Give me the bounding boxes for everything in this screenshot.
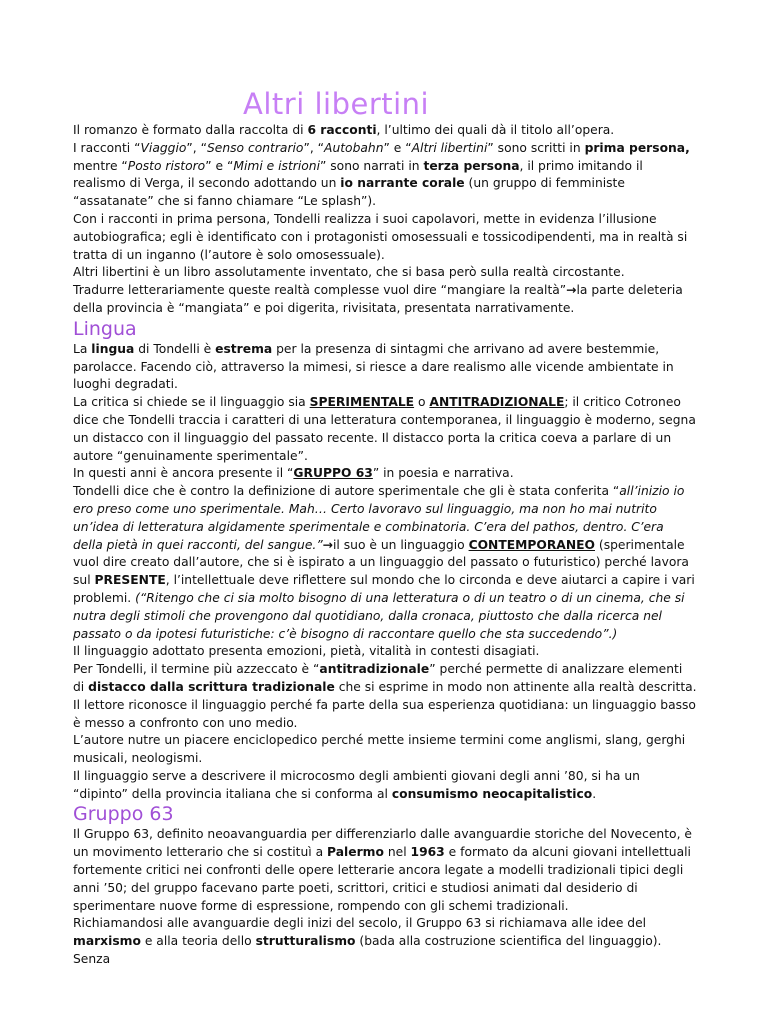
paragraph-mangiare-realta: Tradurre letterariamente queste realtà complesse vuol dire “mangiare la realtà”→la parte deleteria della provincia è “mangiata” e poi digerita, rivisitata, presentata narrativamente. <box>73 283 683 315</box>
paragraph-sperimentale: La critica si chiede se il linguaggio sia SPERIMENTALE o ANTITRADIZIONALE; il critico Cotroneo dice che Tondelli traccia i caratteri di una letteratura contemporanea, il linguaggio è moderno, segna un distacco con il linguaggio del passato recente. Il distacco porta la critica coeva a parlare di un autore “genuinamente sperimentale”. <box>73 395 696 463</box>
heading-lingua: Lingua <box>73 317 137 340</box>
heading-gruppo-63: Gruppo 63 <box>73 803 174 826</box>
paragraph-contemporaneo: Tondelli dice che è contro la definizione di autore sperimentale che gli è stata conferita “all’inizio io ero preso come uno sperimentale. Mah… Certo lavoravo sul linguaggio, ma non ho mai nutrito un’idea di letteratura algidamente sperimentale e combinatoria. C’era del pathos, dentro. C’era della pietà in quei racconti, del sangue.”→il suo è un linguaggio CONTEMPORANEO (sperimentale vuol dire creato dall’autore, che si è ispirato a un linguaggio del passato o futuristico) perché lavora sul PRESENTE, l’intellettuale deve riflettere sul mondo che lo circonda e deve aiutarci a capire i vari problemi. (“Ritengo che ci sia molto bisogno di una letteratura o di un teatro o di un cinema, che si nutra degli stimoli che provengono dal quotidiano, dalla cronaca, piuttosto che dalla ricerca nel passato o da ipotesi futuristiche: c’è bisogno di raccontare quello che sta succedendo”.) <box>73 484 695 641</box>
paragraph-gruppo-63-presente: In questi anni è ancora presente il “GRUPPO 63” in poesia e narrativa. <box>73 466 514 481</box>
paragraph-emozioni: Il linguaggio adottato presenta emozioni, pietà, vitalità in contesti disagiati. <box>73 644 540 659</box>
paragraph-intro: Il romanzo è formato dalla raccolta di 6 racconti, l’ultimo dei quali dà il titolo all’opera. <box>73 123 615 137</box>
paragraph-marxismo: Richiamandosi alle avanguardie degli inizi del secolo, il Gruppo 63 si richiamava alle idee del marxismo e alla teoria dello strutturalismo (bada alla costruzione scientifica del linguaggio). Senza <box>73 916 662 967</box>
paragraph-lingua-estrema: La lingua di Tondelli è estrema per la presenza di sintagmi che arrivano ad avere bestemmie, parolacce. Facendo ciò, attraverso la mimesi, si riesce a dare realismo alle vicende ambientate in luoghi degradati. <box>73 341 674 392</box>
paragraph-enciclopedico: L’autore nutre un piacere enciclopedico perché mette insieme termini come anglismi, slang, gerghi musicali, neologismi. <box>73 733 686 766</box>
paragraph-antitradizionale: Per Tondelli, il termine più azzeccato è “antitradizionale” perché permette di analizzare elementi di distacco dalla scrittura tradizionale che si esprime in modo non attinente alla realtà descritta. <box>73 662 697 694</box>
document-title: Altri libertini <box>243 87 430 121</box>
arrow-right-icon: → <box>566 283 577 298</box>
paragraph-lettore: Il lettore riconosce il linguaggio perché fa parte della sua esperienza quotidiana: un linguaggio basso è messo a confronto con uno medio. <box>73 697 696 730</box>
arrow-right-icon: → <box>322 537 333 552</box>
paragraph-neoavanguardia: Il Gruppo 63, definito neoavanguardia per differenziarlo dalle avanguardie storiche del Novecento, è un movimento letterario che si costituì a Palermo nel 1963 e formato da alcuni giovani intellettuali fortemente critici nei confronti delle opere letterarie ancora legate a modelli tradizionali tipici degli anni ’50; del gruppo facevano parte poeti, scrittori, critici e studiosi animati dal desiderio di sperimentare nuove forme di espressione, rompendo con gli schemi tradizionali. <box>73 827 692 913</box>
paragraph-racconti: I racconti “Viaggio”, “Senso contrario”, “Autobahn” e “Altri libertini” sono scritti in prima persona, mentre “Posto ristoro” e “Mimi e istrioni” sono narrati in terza persona, il primo imitando il realismo di Verga, il secondo adottando un io narrante corale (un gruppo di femministe “assatanate” che si fanno chiamare “Le splash”). <box>73 140 690 209</box>
paragraph-microcosmo: Il linguaggio serve a descrivere il microcosmo degli ambienti giovani degli anni ’80, si ha un “dipinto” della provincia italiana che si conforma al consumismo neocapitalistico. <box>73 768 640 801</box>
paragraph-prima-persona: Con i racconti in prima persona, Tondelli realizza i suoi capolavori, mette in evidenza l’illusione autobiografica; egli è identificato con i protagonisti omosessuali e tossicodipendenti, ma in realtà si tratta di un inganno (l’autore è solo omosessuale). <box>73 211 688 262</box>
document-body <box>73 86 697 969</box>
paragraph-libro-inventato: Altri libertini è un libro assolutamente inventato, che si basa però sulla realtà circostante. <box>73 265 625 280</box>
